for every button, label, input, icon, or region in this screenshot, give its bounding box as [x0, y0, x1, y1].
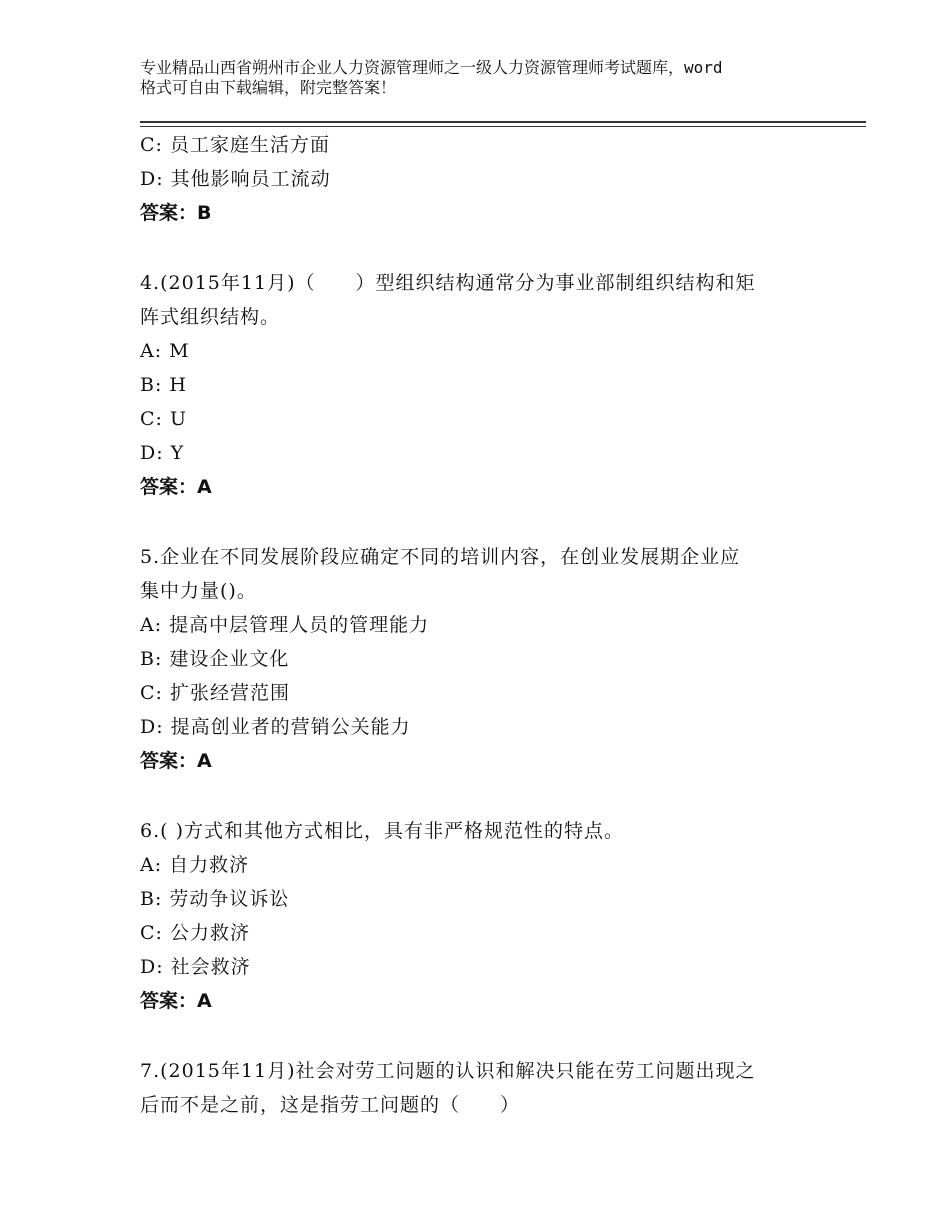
- option-b: B: 劳动争议诉讼: [140, 888, 290, 910]
- spacer: [140, 1018, 830, 1054]
- option-a: A: 提高中层管理人员的管理能力: [140, 614, 430, 636]
- question-3-tail: [140, 128, 830, 230]
- answer-label: 答案：A: [140, 476, 212, 498]
- question-4: [140, 266, 830, 504]
- answer-label: 答案：B: [140, 202, 212, 224]
- option-c: C: 公力救济: [140, 922, 250, 944]
- question-stem: 7.(2015年11月)社会对劳工问题的认识和解决只能在劳工问题出现之: [140, 1060, 756, 1082]
- option-b: B: H: [140, 374, 187, 396]
- question-stem-continued: 阵式组织结构。: [140, 306, 281, 328]
- question-6: [140, 814, 830, 1018]
- header-line-2: 格式可自由下载编辑，附完整答案！: [140, 78, 397, 97]
- question-stem-continued: 后而不是之前，这是指劳工问题的（ ）: [140, 1094, 521, 1116]
- option-d: D: 提高创业者的营销公关能力: [140, 716, 411, 738]
- option-a: A: 自力救济: [140, 854, 250, 876]
- question-stem: 5.企业在不同发展阶段应确定不同的培训内容，在创业发展期企业应: [140, 546, 741, 568]
- spacer: [140, 778, 830, 814]
- spacer: [140, 230, 830, 266]
- option-c: C: 员工家庭生活方面: [140, 134, 330, 156]
- option-d: D: 其他影响员工流动: [140, 168, 331, 190]
- header-divider-thick: [140, 121, 866, 123]
- answer-label: 答案：A: [140, 990, 212, 1012]
- question-7: [140, 1054, 830, 1122]
- question-5: [140, 540, 830, 778]
- option-b: B: 建设企业文化: [140, 648, 290, 670]
- option-d: D: 社会救济: [140, 956, 251, 978]
- option-d: D: Y: [140, 442, 185, 464]
- answer-label: 答案：A: [140, 750, 212, 772]
- header-line-1: 专业精品山西省朔州市企业人力资源管理师之一级人力资源管理师考试题库，word: [140, 58, 723, 77]
- question-stem-continued: 集中力量()。: [140, 580, 257, 602]
- question-stem: 6.( )方式和其他方式相比，具有非严格规范性的特点。: [140, 820, 624, 842]
- option-a: A: M: [140, 340, 190, 362]
- spacer: [140, 504, 830, 540]
- option-c: C: U: [140, 408, 187, 430]
- question-stem: 4.(2015年11月)（ ）型组织结构通常分为事业部制组织结构和矩: [140, 272, 756, 294]
- header-divider-thin: [140, 126, 866, 127]
- option-c: C: 扩张经营范围: [140, 682, 290, 704]
- document-header: [140, 58, 840, 98]
- document-body: [140, 128, 830, 1122]
